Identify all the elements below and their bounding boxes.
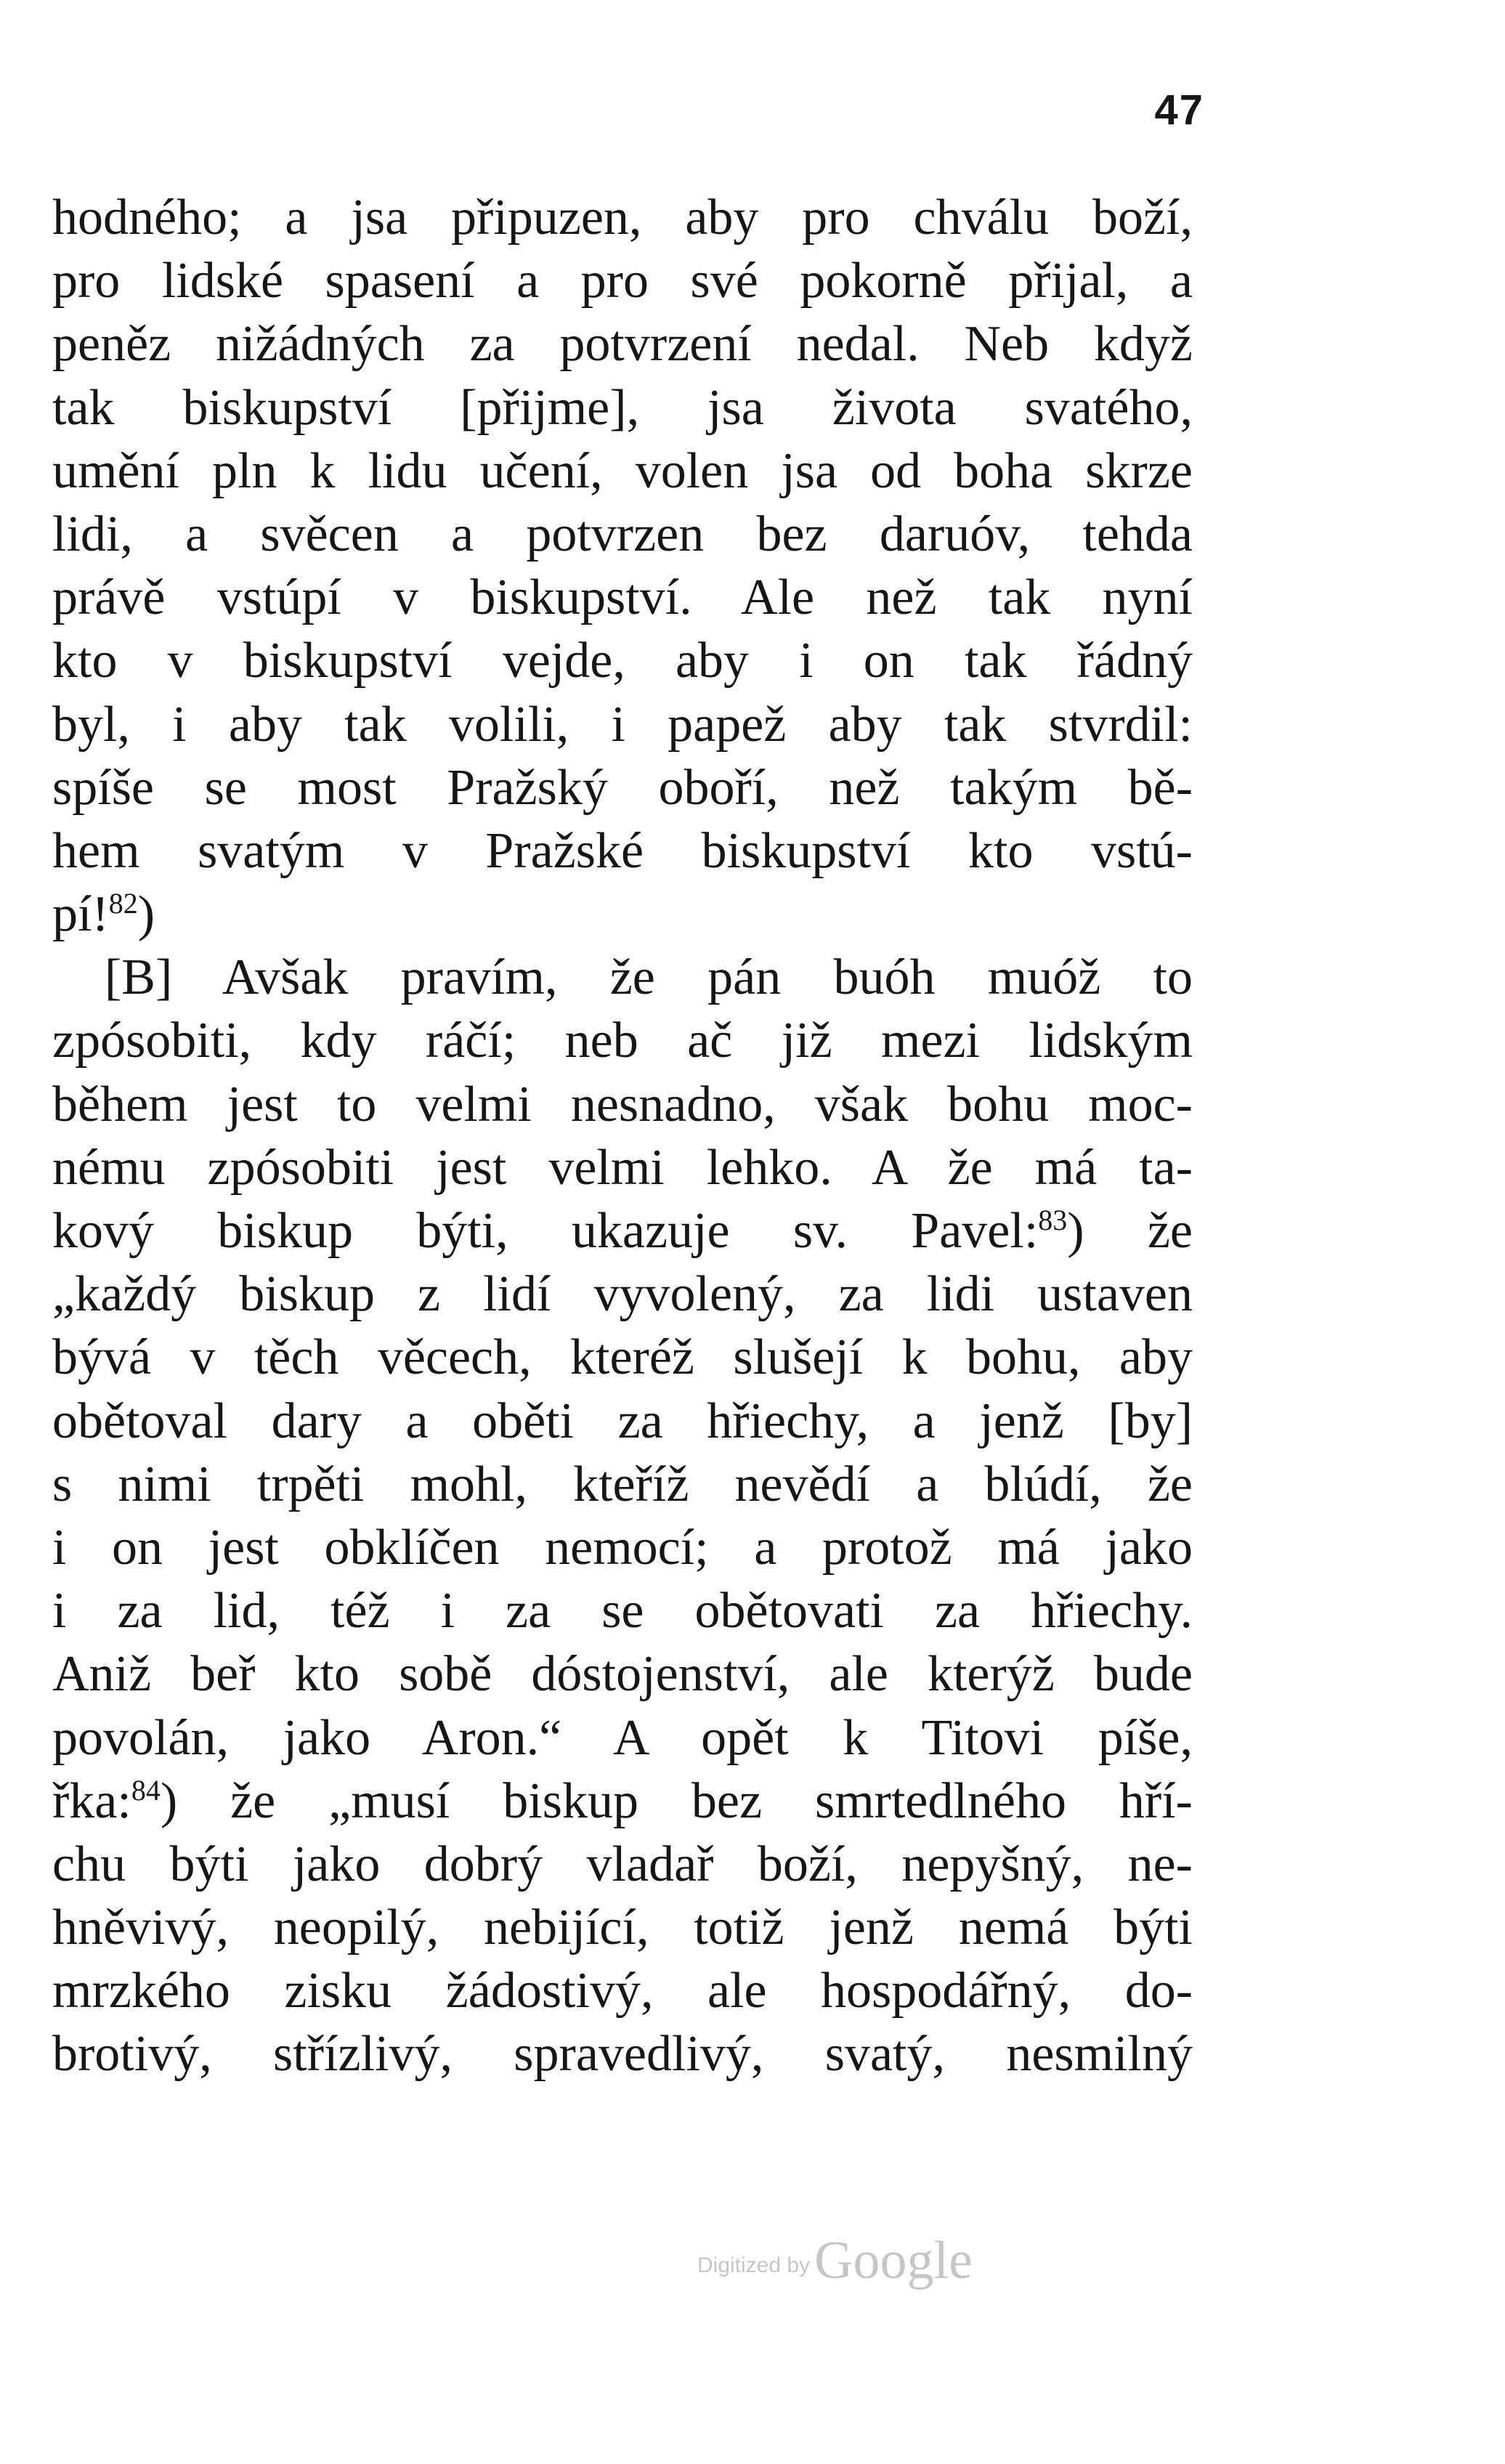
line-fragment: řka:	[52, 1772, 131, 1829]
text-line-1: hodného; a jsa připuzen, aby pro chválu boží,	[52, 190, 1193, 246]
text-line-13: [B] Avšak pravím, že pán buóh muóž to	[105, 949, 1193, 1006]
text-line-6: lidi, a svěcen a potvrzen bez daruóv, tehda	[52, 506, 1193, 562]
footnote-ref-83: 83	[1038, 1204, 1068, 1236]
text-line-7: právě vstúpí v biskupství. Ale než tak nyní	[52, 570, 1193, 626]
google-logo-text: Google	[814, 2231, 973, 2290]
watermark-small-text: Digitized by	[697, 2253, 811, 2277]
text-line-22: i on jest obklíčen nemocí; a protož má jako	[52, 1519, 1193, 1576]
footnote-ref-82: 82	[108, 887, 138, 920]
text-line-26	[52, 1770, 1193, 1833]
text-line-5: umění pln k lidu učení, volen jsa od boha skrze	[52, 442, 1193, 499]
text-line-27: chu býti jako dobrý vladař boží, nepyšný, ne-	[52, 1836, 1193, 1892]
text-line-3: peněz nižádných za potvrzení nedal. Neb když	[52, 316, 1193, 373]
text-line-21: s nimi trpěti mohl, kteříž nevědí a blúdí, že	[52, 1456, 1193, 1512]
text-line-12	[52, 883, 1193, 946]
text-line-18: „každý biskup z lidí vyvolený, za lidi ustaven	[52, 1266, 1193, 1323]
text-line-8: kto v biskupství vejde, aby i on tak řádný	[52, 633, 1193, 689]
text-line-16: nému zpósobiti jest velmi lehko. A že má ta-	[52, 1139, 1193, 1196]
text-line-10: spíše se most Pražský oboří, než takým bě-	[52, 759, 1193, 816]
line-fragment: ) že	[1067, 1203, 1193, 1259]
text-line-14: zpósobiti, kdy ráčí; neb ač již mezi lidským	[52, 1013, 1193, 1069]
text-line-9: byl, i aby tak volili, i papež aby tak stvrdil:	[52, 696, 1193, 753]
text-line-28: hněvivý, neopilý, nebijící, totiž jenž nemá býti	[52, 1900, 1193, 1956]
text-line-11: hem svatým v Pražské biskupství kto vstú-	[52, 822, 1193, 879]
line-fragment: kový biskup býti, ukazuje sv. Pavel:	[52, 1203, 1039, 1259]
text-line-4: tak biskupství [přijme], jsa života svatého,	[52, 379, 1193, 436]
text-line-24: Aniž beř kto sobě dóstojenství, ale kterýž bude	[52, 1646, 1193, 1703]
text-line-2: pro lidské spasení a pro své pokorně přijal, a	[52, 253, 1193, 309]
text-line-23: i za lid, též i za se obětovati za hřiechy.	[52, 1583, 1193, 1640]
text-line-17	[52, 1199, 1193, 1263]
text-line-20: obětoval dary a oběti za hřiechy, a jenž [by]	[52, 1393, 1193, 1449]
text-line-29: mrzkého zisku žádostivý, ale hospodářný, do-	[52, 1963, 1193, 2019]
page-number: 47	[1154, 86, 1204, 134]
line-fragment: ) že „musí biskup bez smrtedlného hří-	[160, 1772, 1193, 1829]
footnote-ref-84: 84	[131, 1773, 161, 1807]
text-line-19: bývá v těch věcech, kteréž slušejí k bohu, aby	[52, 1329, 1193, 1386]
body-text	[52, 186, 1193, 2086]
text-line-30: brotivý, střízlivý, spravedlivý, svatý, nesmilný	[52, 2026, 1193, 2083]
text-line-25: povolán, jako Aron.“ A opět k Titovi píše,	[52, 1709, 1193, 1766]
line-fragment: )	[137, 886, 155, 943]
digitized-by-google-watermark	[697, 2230, 973, 2292]
line-fragment: pí!	[52, 886, 109, 943]
text-line-15: během jest to velmi nesnadno, však bohu moc-	[52, 1076, 1193, 1132]
